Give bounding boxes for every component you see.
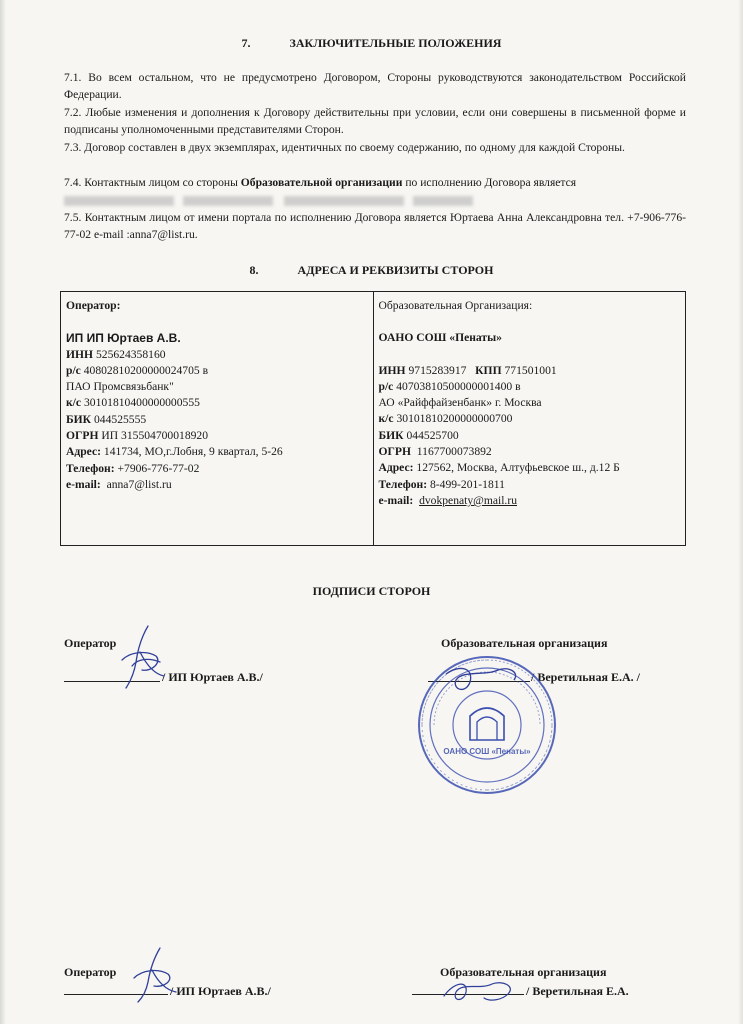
- operator-header: Оператор:: [66, 299, 121, 312]
- section-7-heading: [0, 36, 743, 51]
- operator-handwritten-signature: [112, 622, 172, 692]
- section-8-number: 8.: [249, 263, 259, 277]
- school-phone: Телефон: 8-499-201-1811: [378, 477, 505, 491]
- operator-bank: ПАО Промсвязьбанк": [66, 380, 174, 394]
- operator-address: Адрес: 141734, МО,г.Лобня, 9 квартал, 5-26: [66, 445, 283, 459]
- school-signature-name-2: / Веретильная Е.А.: [526, 984, 629, 998]
- school-name: ОАНО СОШ «Пенаты»: [378, 331, 502, 345]
- requisites-table: [60, 291, 686, 546]
- section-7-title: ЗАКЛЮЧИТЕЛЬНЫЕ ПОЛОЖЕНИЯ: [289, 36, 502, 50]
- operator-ks: к/с 30101810400000000555: [66, 396, 200, 410]
- school-ogrn: ОГРН 1167700073892: [378, 445, 492, 459]
- school-stamp: [416, 654, 558, 796]
- operator-signature-label: Оператор: [64, 636, 117, 650]
- operator-signature-label-2: Оператор: [64, 965, 117, 979]
- clause-7-2: 7.2. Любые изменения и дополнения к Договору действительны при условии, если они совершены в письменной форме и подписаны уполномоченными представителями Сторон.: [64, 106, 686, 137]
- operator-phone: Телефон: +7906-776-77-02: [66, 461, 200, 475]
- redacted-text: [183, 196, 273, 206]
- scan-edge-right: [738, 0, 743, 1024]
- clause-7-4-bold: Образовательной организации: [240, 176, 403, 189]
- school-requisites-cell: [373, 292, 686, 546]
- operator-signature-name-2: / ИП Юртаев А.В./: [170, 984, 271, 998]
- operator-name: ИП ИП Юртаев А.В.: [66, 331, 181, 346]
- school-header: Образовательная Организация:: [378, 299, 533, 312]
- school-rs: р/с 40703810500000001400 в: [378, 379, 521, 393]
- school-signature-name: / Веретильная Е.А. /: [531, 670, 640, 684]
- section-8-title: АДРЕСА И РЕКВИЗИТЫ СТОРОН: [297, 263, 494, 277]
- clause-7-5: 7.5. Контактным лицом от имени портала по исполнению Договора является Юртаева Анна Александровна тел. +7-906-776-77-02 e-mail :anna7@list.ru.: [64, 211, 686, 242]
- scan-edge-left: [0, 0, 6, 1024]
- section-7-number: 7.: [241, 36, 251, 50]
- clause-7-4-end: по исполнению Договора является: [405, 176, 577, 189]
- operator-inn: ИНН 525624358160: [66, 347, 166, 361]
- school-email: e-mail: dvokpenaty@mail.ru: [378, 493, 517, 507]
- redacted-text: [64, 196, 174, 206]
- operator-ogrn: ОГРН ИП 315504700018920: [66, 429, 209, 443]
- operator-handwritten-signature-2: [124, 944, 184, 1004]
- school-bik: БИК 044525700: [378, 428, 459, 442]
- operator-bik: БИК 044525555: [66, 412, 147, 426]
- school-handwritten-signature-2: [440, 972, 530, 1012]
- clause-7-4-start: 7.4. Контактным лицом со стороны: [64, 176, 238, 189]
- operator-requisites-cell: [61, 292, 374, 546]
- redacted-text: [284, 196, 404, 206]
- school-signature-label-2: Образовательная организация: [440, 965, 607, 979]
- school-ks: к/с 30101810200000000700: [378, 412, 513, 426]
- signatures-heading: ПОДПИСИ СТОРОН: [312, 584, 431, 598]
- school-email-link[interactable]: dvokpenaty@mail.ru: [419, 493, 517, 507]
- stamp-center-text: ОАНО СОШ «Пенаты»: [443, 747, 531, 756]
- school-address: Адрес: 127562, Москва, Алтуфьевское ш., д.12 Б: [378, 461, 620, 475]
- school-signature-label: Образовательная организация: [441, 636, 608, 650]
- redacted-text: [413, 196, 473, 206]
- clause-7-3: 7.3. Договор составлен в двух экземплярах, идентичных по своему содержанию, по одному для каждой Стороны.: [64, 141, 625, 154]
- section-8-heading: [0, 263, 743, 278]
- clause-7-1: 7.1. Во всем остальном, что не предусмотрено Договором, Стороны руководствуются законодательством Российской Федерации.: [64, 71, 686, 102]
- clause-7-4: [64, 174, 686, 209]
- operator-email: e-mail: anna7@list.ru: [66, 477, 172, 491]
- operator-rs: р/с 40802810200000024705 в: [66, 363, 209, 377]
- school-bank: АО «Райффайзенбанк» г. Москва: [378, 396, 542, 410]
- school-inn-kpp: ИНН 9715283917 КПП 771501001: [378, 363, 557, 377]
- operator-signature-name: / ИП Юртаев А.В./: [162, 670, 263, 684]
